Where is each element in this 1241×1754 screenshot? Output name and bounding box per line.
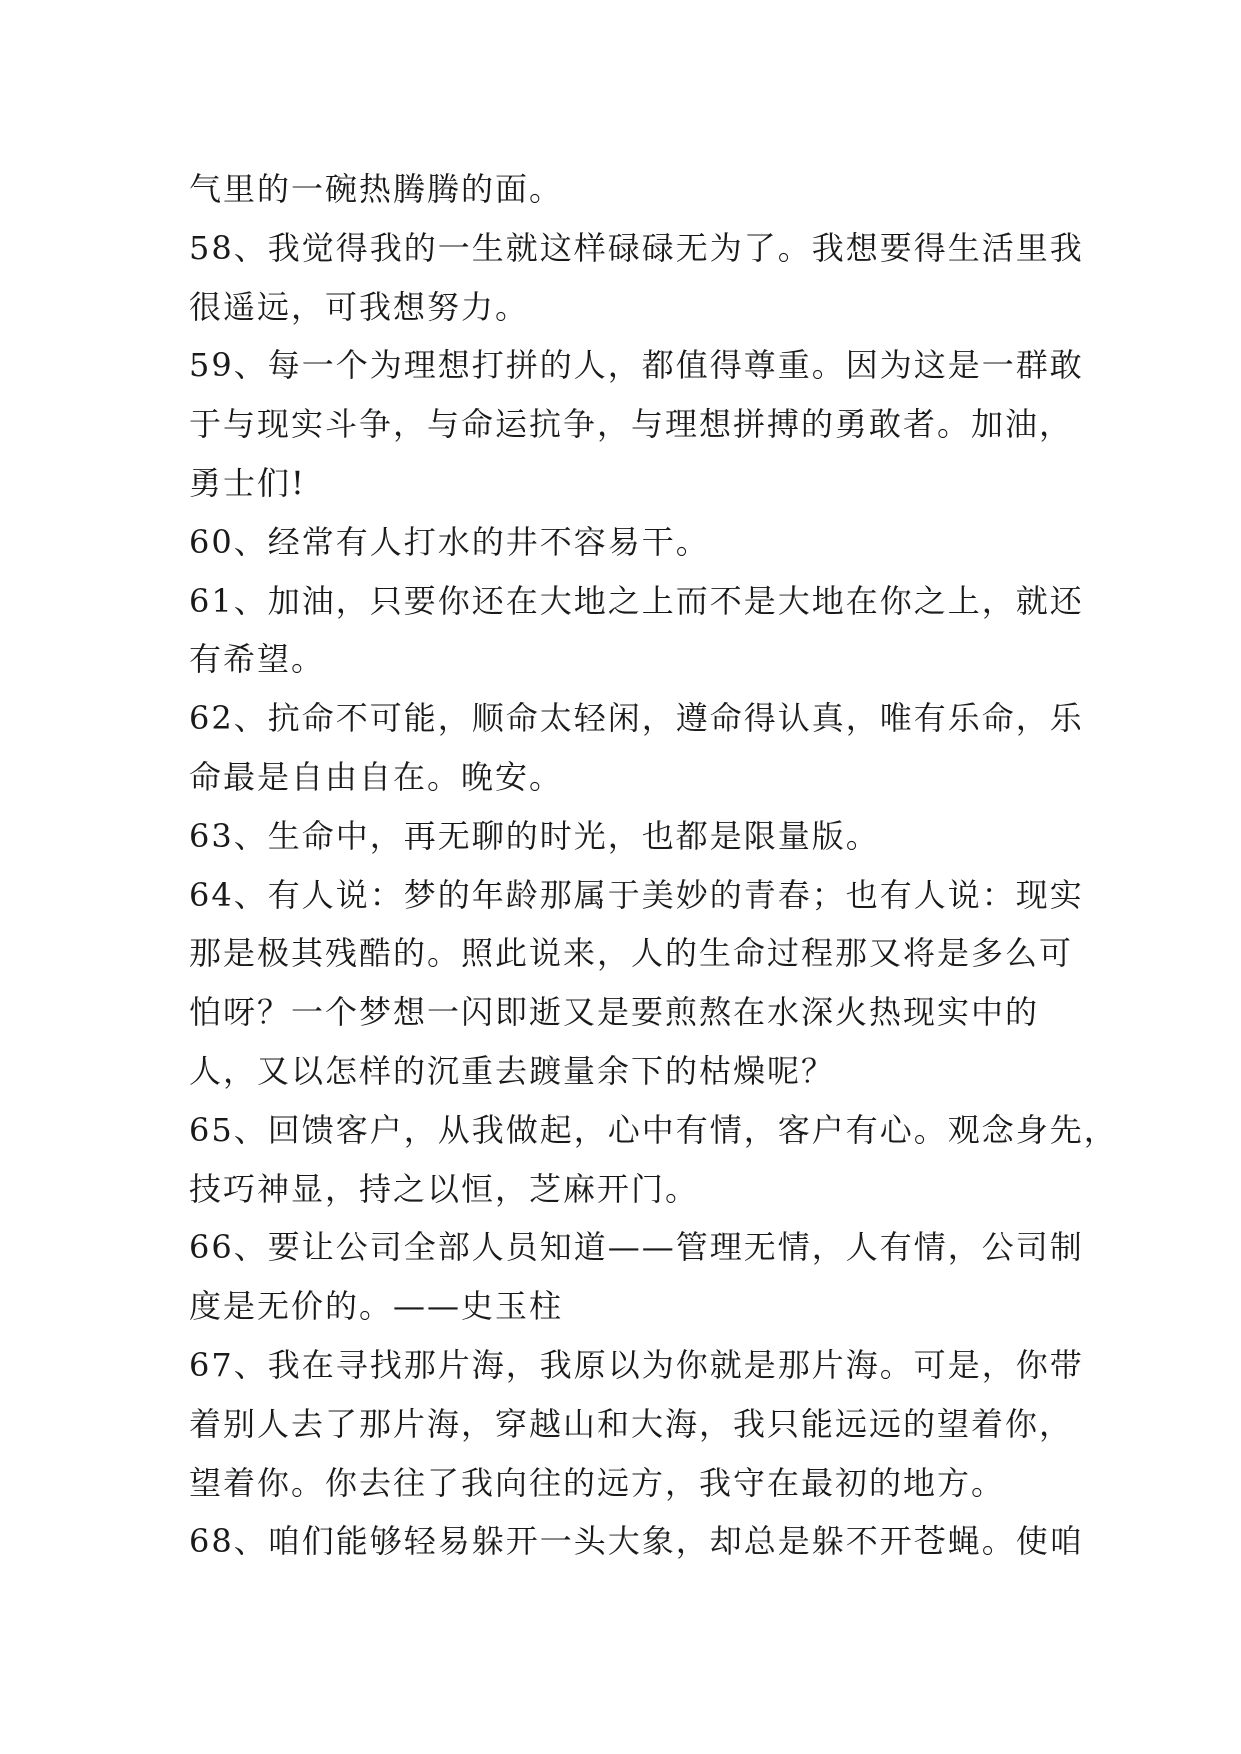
text-line: 67、我在寻找那片海，我原以为你就是那片海。可是，你带 bbox=[189, 1345, 1084, 1384]
text-line: 64、有人说：梦的年龄那属于美妙的青春；也有人说：现实 bbox=[189, 875, 1084, 914]
text-line: 人，又以怎样的沉重去踱量余下的枯燥呢？ bbox=[189, 1051, 836, 1090]
text-line: 61、加油，只要你还在大地之上而不是大地在你之上，就还 bbox=[189, 581, 1084, 620]
text-line: 63、生命中，再无聊的时光，也都是限量版。 bbox=[189, 816, 880, 855]
text-line: 62、抗命不可能，顺命太轻闲，遵命得认真，唯有乐命，乐 bbox=[189, 699, 1084, 738]
text-line: 技巧神显，持之以恒，芝麻开门。 bbox=[189, 1169, 700, 1208]
text-line: 命最是自由自在。晚安。 bbox=[189, 757, 564, 796]
text-line: 于与现实斗争，与命运抗争，与理想拼搏的勇敢者。加油， bbox=[189, 405, 1074, 444]
text-line: 58、我觉得我的一生就这样碌碌无为了。我想要得生活里我 bbox=[189, 228, 1084, 267]
text-line: 很遥远，可我想努力。 bbox=[189, 287, 530, 326]
text-line: 65、回馈客户，从我做起，心中有情，客户有心。观念身先， bbox=[189, 1110, 1118, 1149]
text-line: 着别人去了那片海，穿越山和大海，我只能远远的望着你， bbox=[189, 1404, 1074, 1443]
text-line: 勇士们! bbox=[189, 463, 306, 502]
text-line: 有希望。 bbox=[189, 640, 326, 679]
text-line: 度是无价的。——史玉柱 bbox=[189, 1287, 564, 1326]
quote-text-block bbox=[189, 160, 1118, 1571]
text-line: 59、每一个为理想打拼的人，都值得尊重。因为这是一群敢 bbox=[189, 346, 1084, 385]
text-line: 68、咱们能够轻易躲开一头大象，却总是躲不开苍蝇。使咱 bbox=[189, 1522, 1084, 1561]
text-line: 60、经常有人打水的井不容易干。 bbox=[189, 522, 710, 561]
text-line: 气里的一碗热腾腾的面。 bbox=[189, 170, 564, 208]
text-line: 那是极其残酷的。照此说来，人的生命过程那又将是多么可 bbox=[189, 934, 1074, 973]
text-line: 怕呀？一个梦想一闪即逝又是要煎熬在水深火热现实中的 bbox=[189, 993, 1040, 1032]
text-line: 望着你。你去往了我向往的远方，我守在最初的地方。 bbox=[189, 1463, 1006, 1502]
text-line: 66、要让公司全部人员知道——管理无情，人有情，公司制 bbox=[189, 1228, 1084, 1267]
